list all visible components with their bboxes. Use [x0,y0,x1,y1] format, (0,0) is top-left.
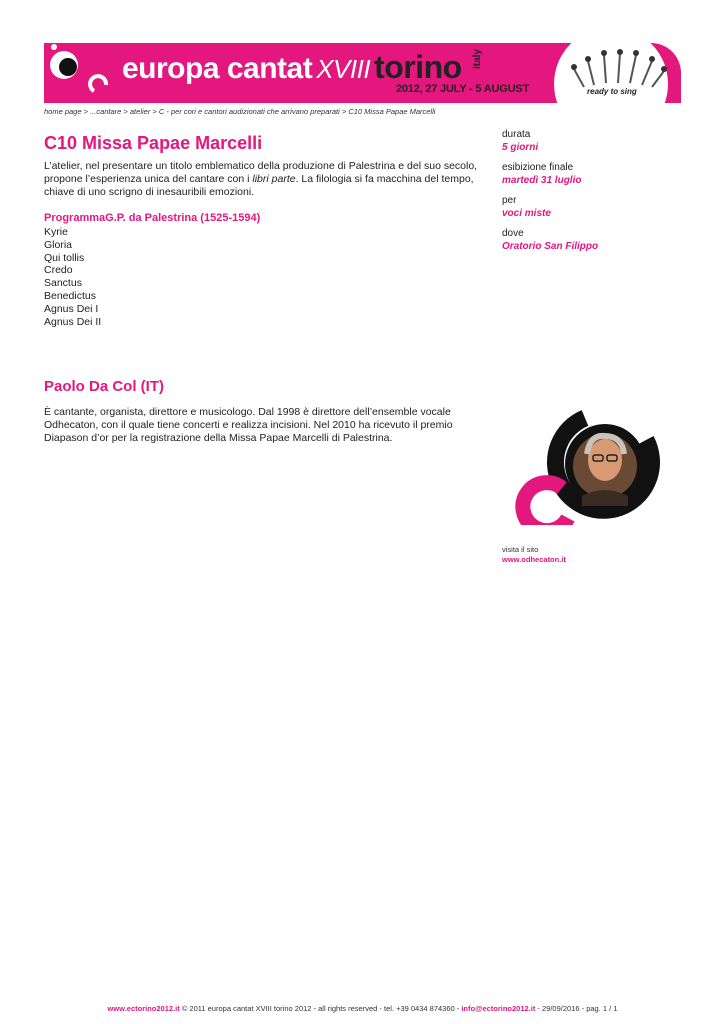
fact-label: durata [502,129,531,140]
facts-sidebar [502,129,702,261]
fact-value: Oratorio San Filippo [502,241,599,252]
bio-name: Paolo Da Col (IT) [44,378,164,395]
deco-circle-black [59,58,77,76]
program-item: Qui tollis [44,251,85,264]
fact-label: esibizione finale [502,162,574,173]
intro-text-end: . La filologia si fa macchina del tempo, chiave di uno scrigno di inesauribili emozioni. [44,173,474,198]
brand-wordmark [122,49,462,86]
program-item: Agnus Dei II [44,315,102,328]
program-item: Benedictus [44,289,96,302]
program-list [44,226,101,328]
deco-dot [51,44,57,50]
program-item: Gloria [44,238,73,251]
fact-final-performance [502,162,702,187]
footer-copyright: © 2011 europa cantat XVIII torino 2012 - all rights reserved - tel. +39 0434 874360 - [179,1004,462,1013]
fact-duration [502,129,702,154]
fact-label: per [502,195,517,206]
footer-email-link[interactable]: info@ectorino2012.it [461,1004,536,1013]
brand-city: torino [374,49,462,85]
brand-edition: XVIII [316,54,371,84]
fact-value: 5 giorni [502,142,539,153]
page-title: C10 Missa Papae Marcelli [44,133,263,153]
deco-arc [90,76,106,91]
program-heading: ProgrammaG.P. da Palestrina (1525-1594) [44,212,261,224]
fact-label: dove [502,228,524,239]
program-item: Sanctus [44,277,82,290]
footer-date-page: - 29/09/2016 - pag. 1 / 1 [535,1004,618,1013]
logo-slogan: ready to sing [587,87,637,96]
header-decoration [44,43,124,103]
atelier-intro [44,160,484,199]
intro-text: L’atelier, nel presentare un titolo emblematico della produzione di Palestrina e del suo secolo, propone l’esperienza unica del cantare con i [44,160,478,185]
footer [0,1004,725,1013]
fact-voices [502,195,702,220]
program-item: Agnus Dei I [44,302,99,315]
brand-name: europa cantat [122,52,313,85]
fact-value: martedì 31 luglio [502,175,582,186]
site-link[interactable]: www.odhecaton.it [502,555,566,564]
program-item: Kyrie [44,226,68,238]
fact-location [502,228,702,253]
intro-emphasis: libri parte [252,173,296,185]
portrait-graphic [500,400,700,525]
header-banner [44,43,681,103]
breadcrumb: home page > ...cantare > atelier > C - per cori e cantori audizionati che arrivano preparati > C10 Missa Papae Marcelli [44,107,436,116]
site-label: visita il sito [502,545,539,554]
fact-value: voci miste [502,208,551,219]
program-item: Credo [44,264,73,277]
footer-site-link[interactable]: www.ectorino2012.it [107,1004,180,1013]
bio-text: È cantante, organista, direttore e musicologo. Dal 1998 è direttore dell’ensemble vocale Odhecaton, con il quale tiene concerti e realizza incisioni. Nel 2010 ha ricevuto il premio Diapason d’or per la registrazione della Missa Papae Marcelli di Palestrina. [44,406,453,444]
brand-country: italy [472,49,483,70]
event-dates: 2012, 27 JULY - 5 AUGUST [396,83,529,95]
